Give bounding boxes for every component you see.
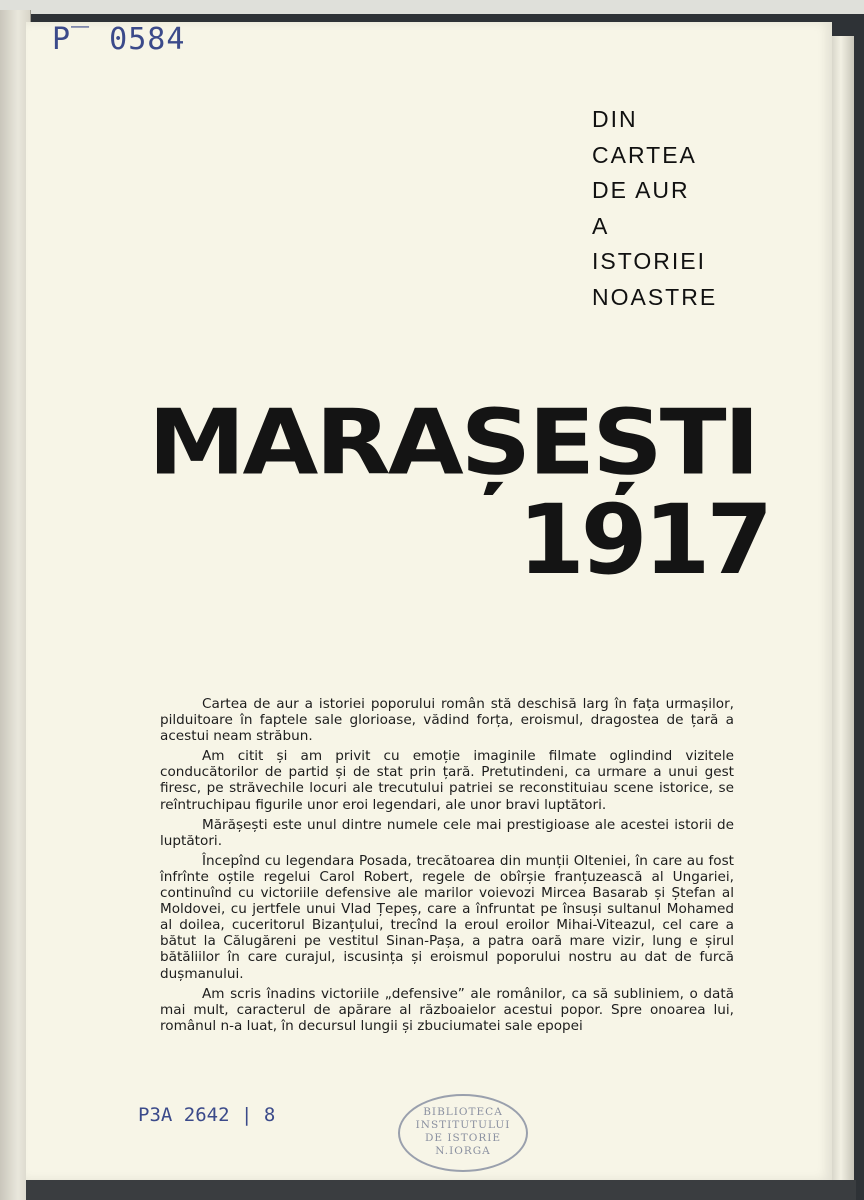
paragraph: Am citit și am privit cu emoție imaginile filmate oglindind vizitele conducătorilor de partid și de stat prin țară. Pretutindeni, ca urmare a unui gest firesc, pe străvechile locuri ale trecutului patriei se reconstituiau scene istorice, se reîntruchipau figurile unor eroi legendari, ale unor bravi luptători. xyxy=(160,748,734,813)
heading-line: ISTORIEI xyxy=(592,248,706,274)
scanner-top-strip xyxy=(0,0,864,14)
stamp-line: DE ISTORIE xyxy=(424,1132,502,1144)
book-cover-bottom-edge xyxy=(26,1180,856,1200)
heading-line: DIN xyxy=(592,106,638,132)
document-title: MARAȘEȘTI xyxy=(148,390,758,496)
series-heading xyxy=(592,102,772,315)
stamp-line: N.IORGA xyxy=(435,1145,491,1157)
body-text xyxy=(160,696,734,1038)
heading-line: CARTEA xyxy=(592,141,697,168)
paragraph: Cartea de aur a istoriei poporului român stă deschisă larg în fața urmașilor, pilduitoare în faptele sale glorioase, vădind forța, eroismul, dragostea de țară a acestui neam străbun. xyxy=(160,696,734,745)
stamp-line: BIBLIOTECA xyxy=(423,1106,503,1118)
paragraph: Începînd cu legendara Posada, trecătoarea din munții Olteniei, în care au fost înfrînte oștile regelui Carol Robert, regele de obîrșie franțuzească al Ungariei, continuînd cu victoriile defensive ale marilor voievozi Mircea Basarab și Ștefan al Moldovei, cu jertfele unui Vlad Țepeș, care a înfruntat pe însuși sultanul Mohamed al doilea, cuceritorul Bizanțului, trecînd la eroul eroilor Mihai-Viteazul, cel care a bătut la Călugăreni pe vestitul Sinan-Pașa, a patra oară mare vizir, lung e șirul bătăliilor în care curajul, iscusința și eroismul poporului nostru au dat de furcă dușmanului. xyxy=(160,852,734,982)
heading-line: DE AUR xyxy=(592,177,690,203)
page-stack-right-edge xyxy=(832,36,854,1186)
library-stamp xyxy=(398,1094,528,1172)
document-year: 1917 xyxy=(518,484,770,596)
stamp-line: INSTITUTULUI xyxy=(415,1119,511,1131)
archive-number: P‾ 0584 xyxy=(52,22,186,57)
paragraph: Mărășești este unul dintre numele cele mai prestigioase ale acestei istorii de luptători. xyxy=(160,816,734,849)
paragraph: Am scris înadins victoriile „defensive” ale românilor, ca să subliniem, o dată mai mult, caracterul de apărare al războaielor acestui popor. Spre onoarea lui, românul n-a luat, în decursul lungii și zbuciumatei sale epopei xyxy=(160,985,734,1034)
heading-line: A xyxy=(592,212,610,239)
handwritten-call-number: P3A 2642 | 8 xyxy=(138,1104,276,1126)
heading-line: NOASTRE xyxy=(592,283,718,310)
